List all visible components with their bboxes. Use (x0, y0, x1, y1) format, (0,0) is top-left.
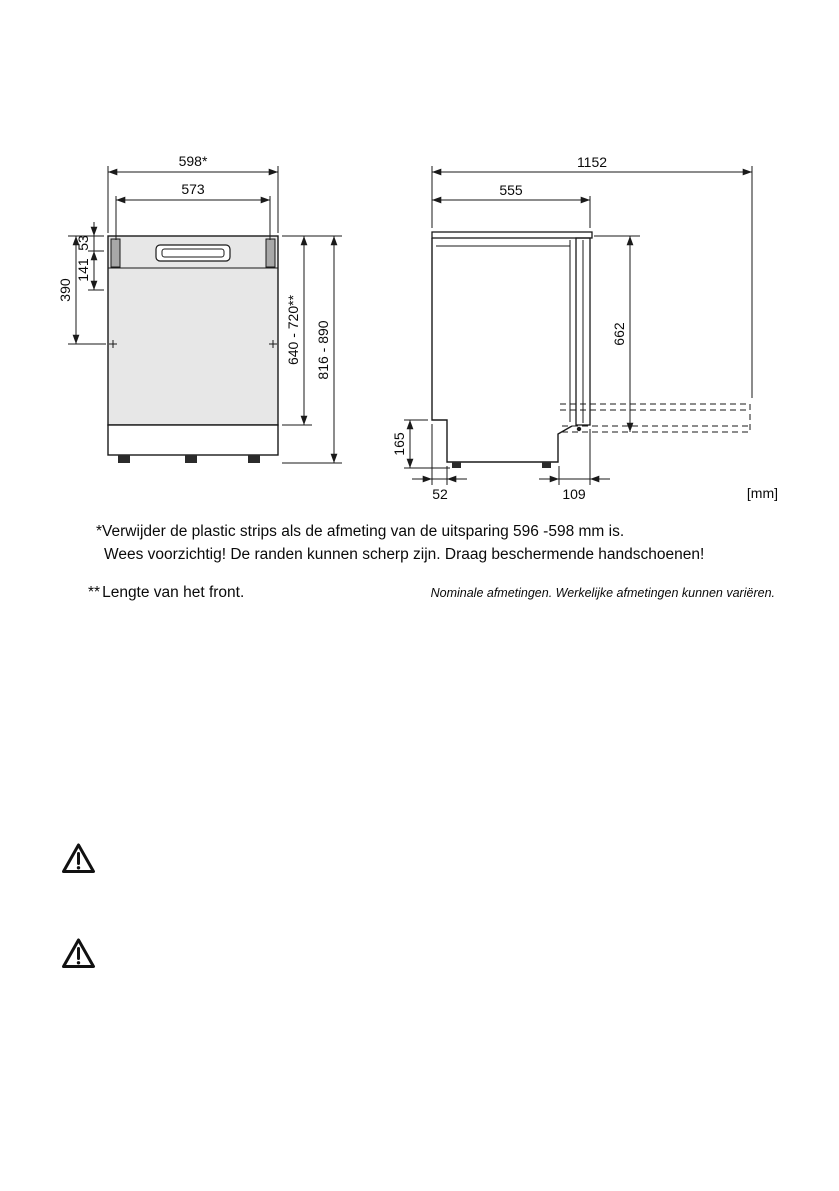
note-front-length-text: Lengte van het front. (102, 584, 245, 601)
front-door-panel (108, 236, 278, 425)
dim-rear-offset: 52 (432, 486, 448, 502)
side-body-outline (432, 238, 572, 462)
front-base (108, 425, 278, 455)
dim-strip-height: 53 (75, 235, 91, 251)
front-right-strip (266, 239, 275, 267)
front-left-strip (111, 239, 120, 267)
door-handle (156, 245, 230, 261)
dim-front-length: 640 - 720** (285, 294, 301, 366)
side-view-dimension-lines (404, 166, 752, 485)
asterisk-marker: * (96, 523, 103, 540)
dim-depth-door-open: 1152 (576, 154, 608, 170)
dim-body-depth: 555 (499, 182, 523, 198)
note-plastic-strips-text: Verwijder de plastic strips als de afmeting van de uitsparing 596 -598 mm is. (102, 523, 625, 540)
dim-total-height: 816 - 890 (315, 320, 331, 380)
note-front-length (88, 584, 244, 602)
side-view-dimension-labels (391, 154, 778, 502)
double-asterisk-marker: ** (88, 584, 101, 601)
front-view (108, 236, 278, 463)
warning-triangle-icon-1 (64, 845, 94, 872)
dim-fixing-height: 390 (57, 278, 73, 302)
unit-label: [mm] (746, 485, 778, 501)
note-disclaimer: Nominale afmetingen. Werkelijke afmetingen kunnen variëren. (430, 586, 775, 600)
open-door-dashed-outline (560, 404, 750, 432)
dim-panel-height: 141 (75, 258, 91, 282)
warning-triangle-icon-2 (64, 940, 94, 967)
side-worktop (432, 232, 592, 238)
dim-front-offset: 109 (562, 486, 586, 502)
dim-outer-width: 598* (178, 153, 208, 169)
note-plastic-strips (96, 523, 624, 541)
dim-inner-width: 573 (181, 181, 205, 197)
dim-door-open-height: 662 (611, 322, 627, 346)
side-view (432, 232, 750, 468)
note-sharp-edges: Wees voorzichtig! De randen kunnen scherp zijn. Draag beschermende handschoenen! (104, 546, 705, 563)
side-feet (452, 462, 551, 468)
dim-plinth-height: 165 (391, 432, 407, 456)
front-feet (118, 455, 260, 463)
door-pivot (577, 427, 581, 431)
